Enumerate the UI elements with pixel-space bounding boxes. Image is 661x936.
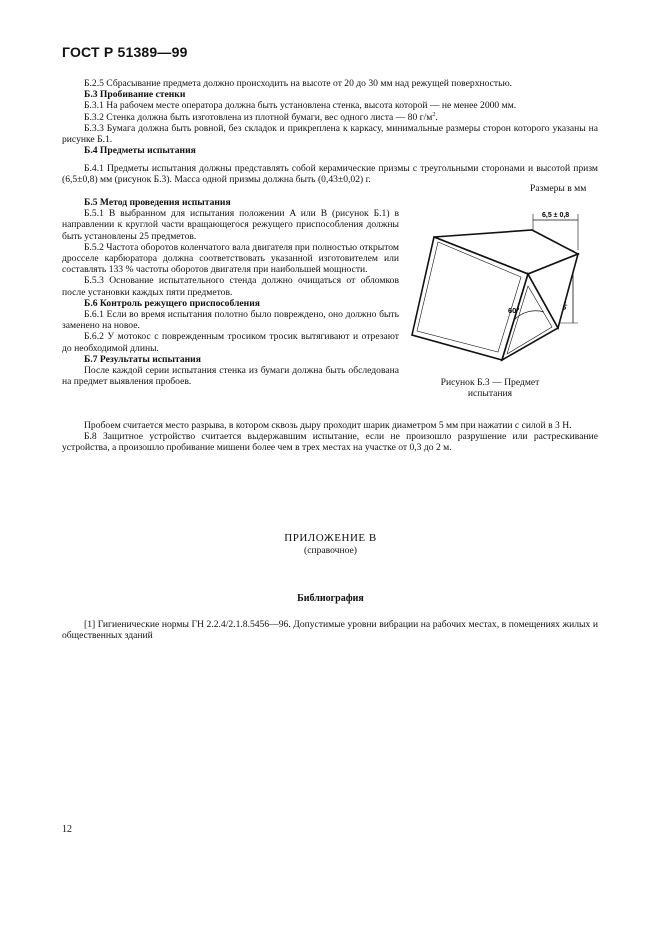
- section-heading: Б.7 Результаты испытания: [84, 353, 201, 365]
- figure-caption: [420, 377, 560, 399]
- top-section: [62, 78, 598, 156]
- appendix-title: ПРИЛОЖЕНИЕ В: [284, 532, 377, 544]
- paragraph: Б.5.2 Частота оборотов коленчатого вала двигателя при полностью открытом дросселе карбюратора должна соответствовать указанной изготовителем или составлять 133 % частоты оборотов двигателя при наибольшей мощности.: [62, 241, 399, 276]
- section-heading: Б.3 Пробивание стенки: [84, 89, 186, 101]
- angle-label: 60°: [508, 306, 520, 315]
- paragraph-b41: [62, 163, 598, 185]
- bibliography-list: [62, 619, 598, 641]
- section-heading: Б.5 Метод проведения испытания: [84, 197, 231, 208]
- appendix-subtitle: (справочное): [304, 545, 357, 556]
- dimension-top-label: 6,5 ± 0,8: [542, 212, 570, 219]
- figure-units: Размеры в мм: [530, 183, 587, 194]
- paragraph: Б.5.3 Основание испытательного стенда должно очищаться от обломков после установки каждых пяти предметов.: [62, 275, 399, 298]
- paragraph: Б.8 Защитное устройство считается выдержавшим испытание, если не произошло разрушение или растрескивание устройства, а произошло пробивание мишени более чем в трех местах на участке от 0,3 до 2 м.: [62, 431, 598, 454]
- paragraph: Б.4.1 Предметы испытания должны представлять собой керамические призмы с треугольными сторонами и высотой призм (6,5±0,8) мм (рисунок Б.3). Масса одной призмы должна быть (0,43±0,02) г.: [62, 163, 598, 186]
- bottom-section: [62, 420, 598, 454]
- paragraph: Б.3.3 Бумага должна быть ровной, без складок и прикреплена к каркасу, минимальные размеры сторон которого указаны на рисунке Б.1.: [62, 122, 598, 146]
- paragraph: Б.6.2 У мотокос с поврежденным тросиком тросик вытягивают и отрезают до необходимой длины.: [62, 331, 399, 354]
- section-heading: Б.6 Контроль режущего приспособления: [84, 297, 260, 309]
- page-number: 12: [62, 824, 72, 835]
- paragraph: Б.3.1 На рабочем месте оператора должна быть установлена стенка, высота которой — не менее 2000 мм.: [84, 100, 517, 112]
- section-heading: Б.4 Предметы испытания: [84, 145, 196, 157]
- paragraph: Пробоем считается место разрыва, в котором сквозь дыру проходит шарик диаметром 5 мм при нажатии с силой в 3 Н.: [84, 420, 572, 431]
- figure-caption-line: Рисунок Б.3 — Предмет: [440, 377, 540, 388]
- paragraph: Б.2.5 Сбрасывание предмета должно происходить на высоте от 20 до 30 мм над режущей поверхностью.: [84, 78, 513, 89]
- paragraph: Б.5.1 В выбранном для испытания положении A или B (рисунок Б.1) в направлении к круглой части вращающегося режущего приспособления должны быть установлены 25 предметов.: [62, 208, 399, 242]
- paragraph: Б.6.1 Если во время испытания полотно было повреждено, оно должно быть заменено на новое.: [62, 309, 399, 332]
- paragraph: Б.3.2 Стенка должна быть изготовлена из плотной бумаги, вес одного листа — 80 $г/м^2$.: [84, 111, 438, 123]
- document-header: ГОСТ Р 51389—99: [62, 44, 188, 60]
- paragraph: После каждой серии испытания стенка из бумаги должна быть обследована на предмет выявления пробоев.: [62, 365, 399, 388]
- figure-caption-line: испытания: [467, 388, 513, 399]
- left-column: [62, 197, 399, 387]
- bibliography-entry: [1] Гигиенические нормы ГН 2.2.4/2.1.8.5456—96. Допустимые уровни вибрации на рабочих местах, в помещениях жилых и общественных зданий: [62, 619, 598, 642]
- prism-figure: [408, 200, 598, 380]
- bibliography-title: Библиография: [297, 593, 364, 604]
